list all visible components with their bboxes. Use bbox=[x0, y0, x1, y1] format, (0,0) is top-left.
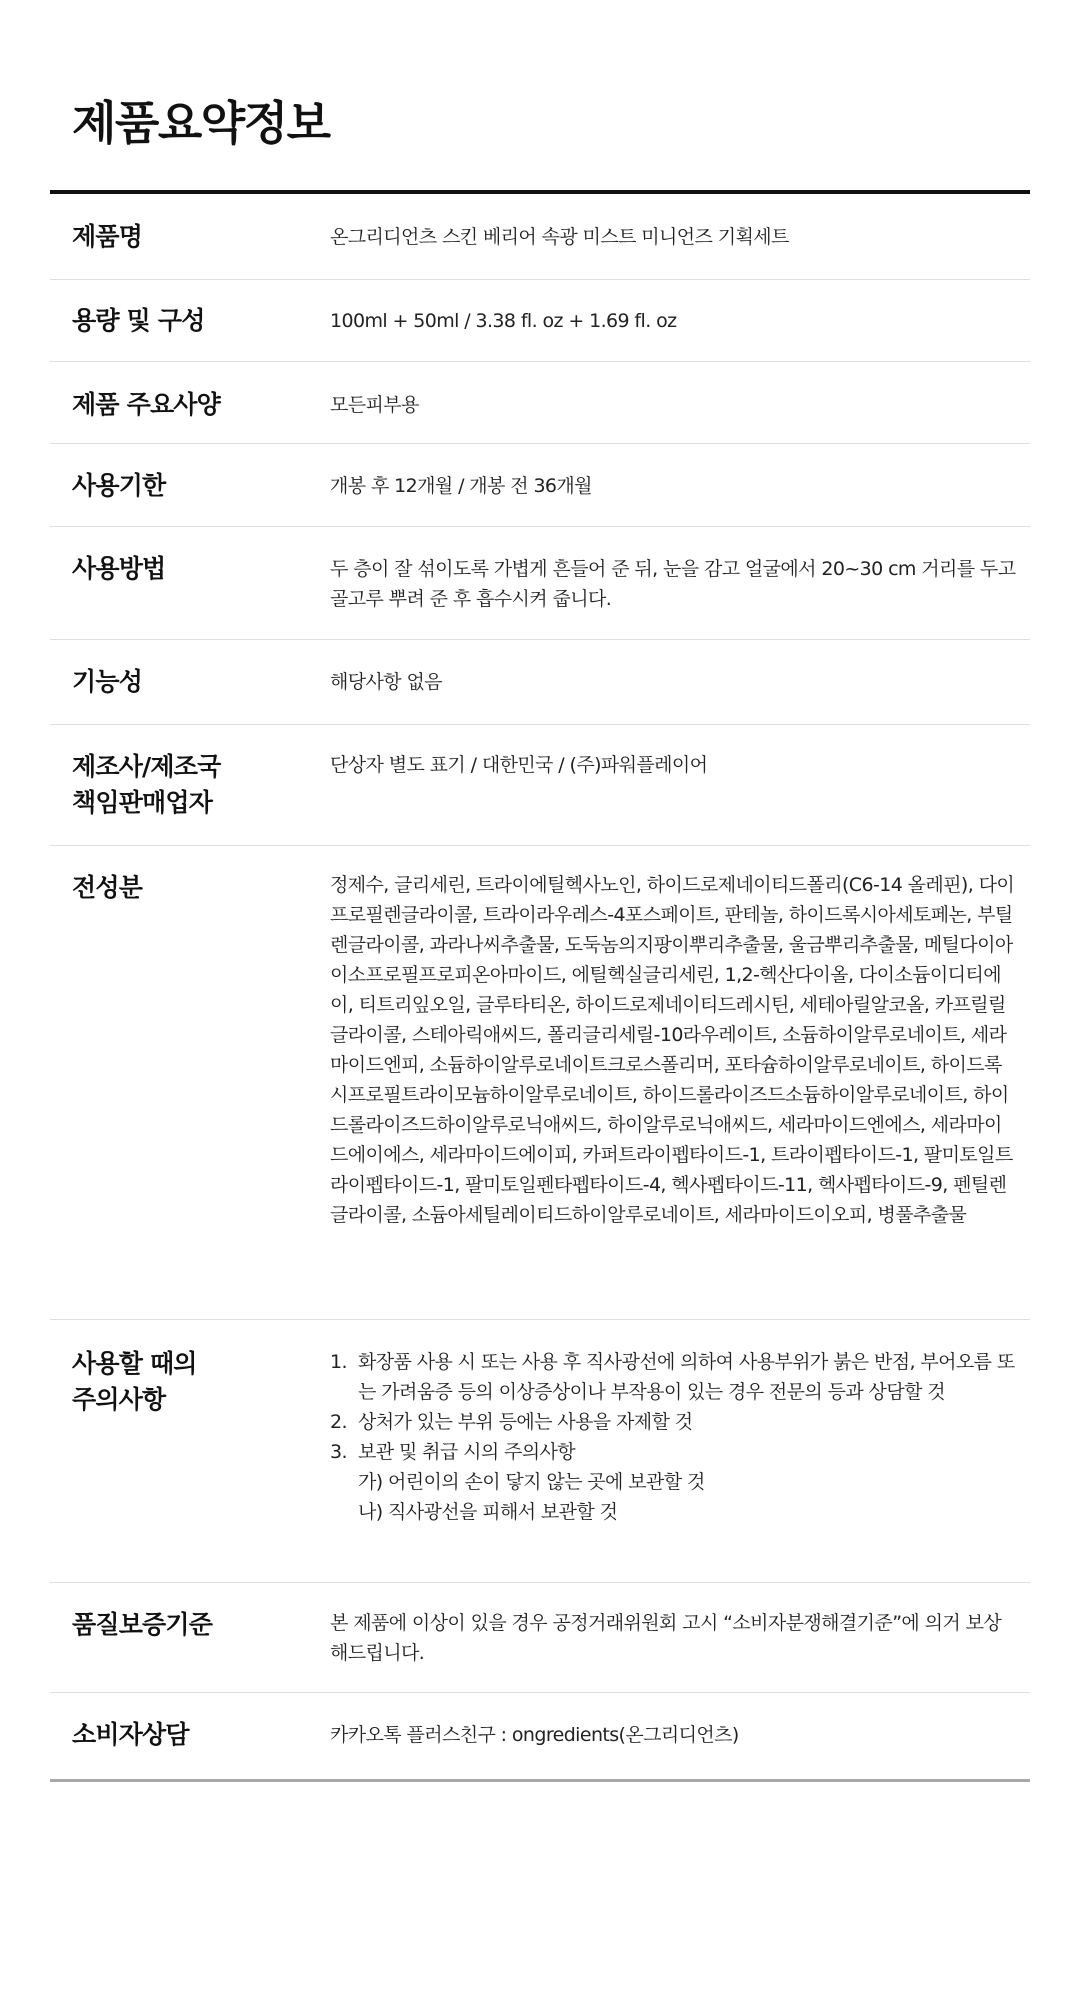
row-product-name bbox=[50, 194, 1030, 280]
row-value: 모든피부용 bbox=[330, 394, 419, 416]
row-usage bbox=[50, 527, 1030, 640]
list-item: 2. 상처가 있는 부위 등에는 사용을 자제할 것 bbox=[330, 1411, 693, 1433]
row-volume bbox=[50, 280, 1030, 362]
row-value: 개봉 후 12개월 / 개봉 전 36개월 bbox=[330, 475, 592, 497]
page-title: 제품요약정보 bbox=[72, 96, 330, 150]
row-ingredients bbox=[50, 846, 1030, 1320]
row-label: 기능성 bbox=[72, 667, 143, 696]
row-value: 카카오톡 플러스친구 : ongredients(온그리디언츠) bbox=[330, 1724, 739, 1746]
row-label: 품질보증기준 bbox=[72, 1610, 213, 1639]
list-subitem: 가) 어린이의 손이 닿지 않는 곳에 보관할 것 bbox=[358, 1471, 705, 1493]
row-label: 제품 주요사양 bbox=[72, 390, 221, 419]
row-expiration bbox=[50, 444, 1030, 527]
row-specification bbox=[50, 362, 1030, 444]
row-value: 단상자 별도 표기 / 대한민국 / (주)파워플레이어 bbox=[330, 754, 708, 776]
row-value: 온그리디언츠 스킨 베리어 속광 미스트 미니언즈 기획세트 bbox=[330, 226, 789, 248]
row-label: 제품명 bbox=[72, 222, 143, 251]
row-value: 정제수, 글리세린, 트라이에틸헥사노인, 하이드로제네이티드폴리(C6-14 올레핀), 다이프로필렌글라이콜, 트라이라우레스-4포스페이트, 판테놀, 하이드록시아세토페논, 부틸렌글라이콜, 과라나씨추출물, 도둑놈의지팡이뿌리추출물, 울금뿌리추출물, 메틸다이아이소프로필프로피온아마이드, 에틸헥실글리세린, 1,2-헥산다이올, 다이소듐이디티에이, 티트리잎오일, 글루타티온, 하이드로제네이티드레시틴, 세테아릴알코올, 카프릴릴글라이콜, 스테아릭애씨드, 폴리글리세릴-10라우레이트, 소듐하이알루로네이트, 세라마이드엔피, 소듐하이알루로네이트크로스폴리머, 포타슘하이알루로네이트, 하이드록시프로필트라이모늄하이알루로네이트, 하이드롤라이즈드소듐하이알루로네이트, 하이드롤라이즈드하이알루로닉애씨드, 하이알루로닉애씨드, 세라마이드엔에스, 세라마이드에이에스, 세라마이드에이피, 카퍼트라이펩타이드-1, 트라이펩타이드-1, 팔미토일트라이펩타이드-1, 팔미토일펜타펩타이드-4, 헥사펩타이드-11, 헥사펩타이드-9, 펜틸렌글라이콜, 소듐아세틸레이티드하이알루로네이트, 세라마이드이오피, 병풀추출물 bbox=[330, 874, 1015, 1226]
row-manufacturer bbox=[50, 725, 1030, 846]
list-subitem: 나) 직사광선을 피해서 보관할 것 bbox=[358, 1501, 618, 1523]
row-customer-service bbox=[50, 1693, 1030, 1779]
product-info-table bbox=[50, 190, 1030, 1782]
row-label: 소비자상담 bbox=[72, 1720, 189, 1749]
row-value: 해당사항 없음 bbox=[330, 671, 442, 693]
row-label: 전성분 bbox=[72, 873, 143, 902]
row-label: 사용할 때의 주의사항 bbox=[72, 1349, 197, 1414]
row-precautions bbox=[50, 1320, 1030, 1583]
row-value: 100ml + 50ml / 3.38 fl. oz + 1.69 fl. oz bbox=[330, 310, 677, 332]
list-item: 3. 보관 및 취급 시의 주의사항 bbox=[330, 1441, 576, 1463]
row-label: 용량 및 구성 bbox=[72, 306, 205, 335]
list-item: 1. 화장품 사용 시 또는 사용 후 직사광선에 의하여 사용부위가 붉은 반점, 부어오름 또는 가려움증 등의 이상증상이나 부작용이 있는 경우 전문의 등과 상담할 것 bbox=[330, 1351, 1015, 1403]
row-label: 사용방법 bbox=[72, 554, 166, 583]
row-label: 사용기한 bbox=[72, 471, 166, 500]
row-functionality bbox=[50, 640, 1030, 725]
row-value: 본 제품에 이상이 있을 경우 공정거래위원회 고시 “소비자분쟁해결기준”에 의거 보상해드립니다. bbox=[330, 1612, 1002, 1664]
precaution-list bbox=[330, 1347, 1018, 1467]
row-quality-guarantee bbox=[50, 1583, 1030, 1693]
row-value: 두 층이 잘 섞이도록 가볍게 흔들어 준 뒤, 눈을 감고 얼굴에서 20~30 cm 거리를 두고 골고루 뿌려 준 후 흡수시켜 줍니다. bbox=[330, 558, 1016, 610]
row-label: 제조사/제조국 책임판매업자 bbox=[72, 752, 221, 817]
row-value bbox=[330, 1346, 1030, 1527]
